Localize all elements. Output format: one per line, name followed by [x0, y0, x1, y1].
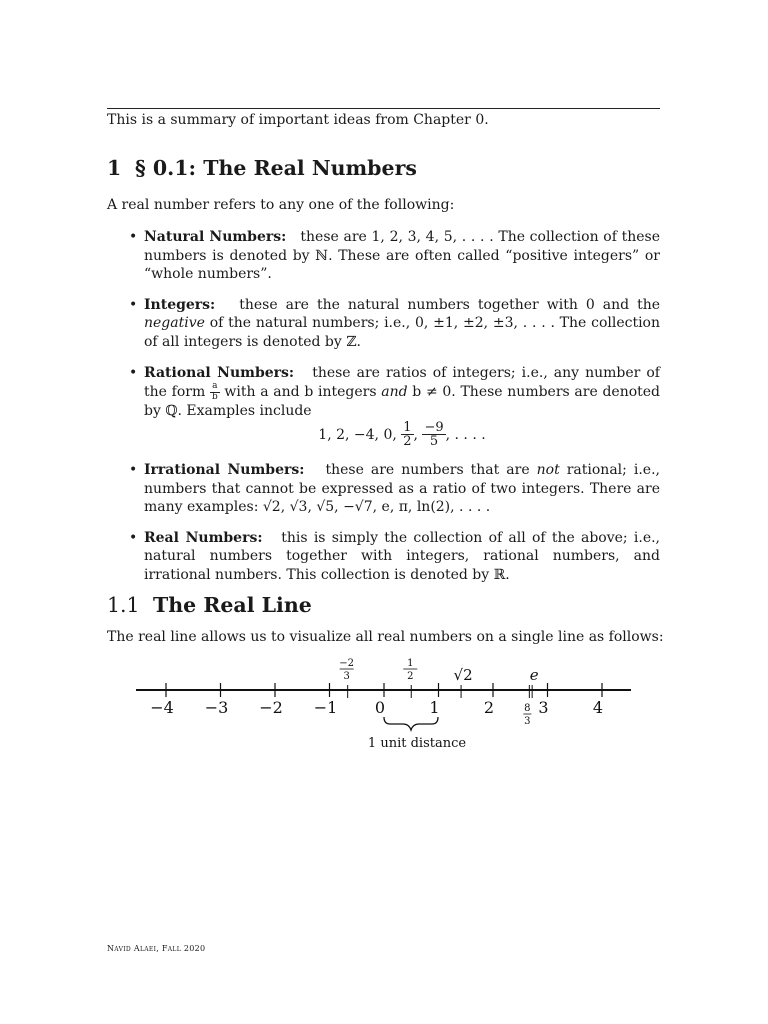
item-text: this is simply the collection of all of the above; i.e., natural numbers together with integers, rational numbers, and irrational numbers. This collection is denoted by ℝ. — [144, 529, 661, 583]
list-item — [107, 364, 660, 449]
brace-label: 1 unit distance — [367, 736, 467, 751]
point-fraction-label — [403, 658, 417, 682]
realline-intro-text: The real line allows us to visualize all real numbers on a single line as follows: — [107, 629, 664, 645]
bullet-icon: • — [129, 296, 138, 313]
lead-text: A real number refers to any one of the following: — [107, 197, 455, 213]
item-text: these are the natural numbers together with 0 and the — [239, 296, 660, 313]
tick-label: −4 — [150, 698, 174, 717]
svg-text:3: 3 — [524, 716, 531, 727]
section-heading — [107, 156, 417, 180]
svg-text:−2: −2 — [339, 658, 355, 669]
item-emphasis: negative — [144, 315, 205, 332]
tick-label: −3 — [204, 698, 229, 717]
section-title: § 0.1: The Real Numbers — [135, 156, 417, 180]
item-text: these are ratios of integers; i.e., any number of the form — [144, 364, 660, 401]
number-types-list — [107, 228, 660, 596]
tick-label: 2 — [483, 698, 495, 717]
bullet-icon: • — [129, 461, 138, 478]
item-term: Real Numbers: — [144, 529, 263, 546]
unit-brace — [384, 717, 438, 730]
svg-text:2: 2 — [407, 671, 414, 682]
item-text: these are numbers that are — [325, 461, 530, 478]
list-item — [107, 461, 660, 517]
irrational-examples: √2, √3, √5, −√7, e, π, ln(2), . . . . — [262, 499, 491, 516]
subsection-heading — [107, 593, 312, 617]
tick-label: 1 — [429, 698, 440, 717]
item-text: rational; i.e., numbers that cannot be expressed as a ratio of two integers. There are many examples: — [144, 461, 660, 516]
list-item — [107, 529, 660, 585]
point-fraction-label — [523, 703, 531, 727]
rational-examples: 1, 2, −4, 0, $\frac{1}{2}$ , $\frac{-9}{5}$ , . . . . — [318, 419, 486, 450]
item-text: with a and b integers — [224, 384, 377, 401]
top-rule — [107, 108, 660, 109]
tick-label: −2 — [259, 698, 283, 717]
item-text: of the natural numbers; i.e., 0, ±1, ±2, ±3, . . . . The collection of all integers is denoted by ℤ. — [144, 315, 661, 350]
section-number: 1 — [107, 156, 122, 180]
item-term: Natural Numbers: — [144, 229, 287, 245]
bullet-icon: • — [129, 364, 138, 381]
item-term: Rational Numbers: — [144, 364, 295, 381]
point-label: √2 — [453, 666, 473, 684]
tick-label: 3 — [538, 698, 549, 717]
list-item — [107, 296, 660, 352]
item-term: Integers: — [144, 296, 216, 313]
subsection-number: 1.1 — [107, 593, 140, 617]
bullet-icon: • — [129, 529, 138, 546]
tick-label: −1 — [313, 698, 338, 717]
subsection-title: The Real Line — [153, 593, 312, 617]
list-item — [107, 228, 660, 284]
svg-text:1: 1 — [407, 658, 414, 669]
intro-text: This is a summary of important ideas from Chapter 0. — [107, 112, 489, 128]
svg-text:8: 8 — [524, 703, 531, 714]
footer-author: Navid Alaei, Fall 2020 — [107, 944, 206, 953]
fraction-minus-nine-fifths: $\frac{-9}{5}$ — [424, 419, 444, 450]
svg-text:3: 3 — [343, 671, 350, 682]
item-emphasis: not — [536, 461, 560, 478]
fraction-one-half: $\frac{1}{2}$ — [403, 419, 412, 450]
tick-label: 0 — [374, 698, 386, 717]
fraction-a-over-b: $\frac{a}{b}$ — [211, 381, 218, 402]
bullet-icon: • — [129, 229, 138, 245]
item-term: Irrational Numbers: — [144, 461, 305, 478]
item-emphasis: and — [381, 384, 408, 401]
tick-label: 4 — [592, 698, 604, 717]
integer-ticks — [150, 683, 603, 717]
point-fraction-label — [339, 658, 354, 682]
point-label: e — [529, 666, 539, 684]
real-number-line — [0, 650, 768, 760]
item-text: these are 1, 2, 3, 4, 5, . . . . The collection of these numbers is denoted by ℕ. These are often called “positive integers” or “whole numbers”. — [144, 229, 660, 283]
item-text: b ≠ 0. These numbers are denoted by ℚ. Examples include — [144, 384, 661, 420]
